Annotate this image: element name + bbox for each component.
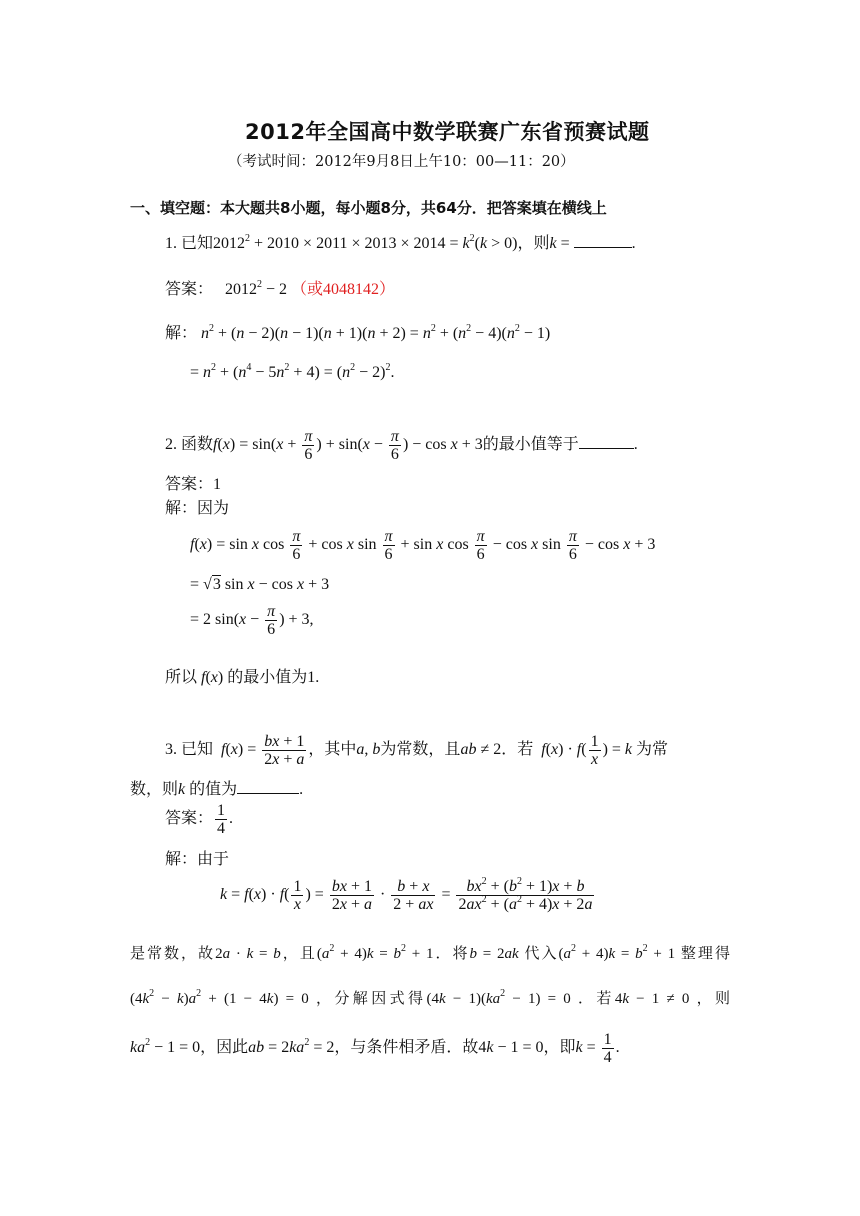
solution-3-paragraph-2: $(4k^2 - k)a^2 + (1 - 4k) = 0$ ，分解因式得$(4k - 1)(ka^2 - 1) = 0$ ．若4k − 1 ≠ 0 ，则 xyxy=(130,988,730,1007)
solution-3-equation: k = f(x) · f( $\frac{1}{x}$ ) = $\frac{bx + 1}{2x + a}$ · $\frac{b + x}{2 + ax}$ = $\frac{bx^2 + (b^2 + 1)x + b}{2ax^2 + (a^2 + 4)x + 2a}$ xyxy=(220,876,593,913)
answer-3: 答案： $\frac{1}{4}$ . xyxy=(165,802,234,837)
answer-2: 答案：1 xyxy=(165,476,222,493)
answer-1: 答案： $2012^2 - 2$ （或4048142） xyxy=(165,279,396,298)
solution-3-intro: 解：由于 xyxy=(165,851,230,868)
answer-blank xyxy=(579,448,634,449)
problem-1: 1. 已知$2012^2 + 2010 \times 2011 \times 2013 \times 2014 = k^2(k > 0)$，则k = . xyxy=(165,233,636,252)
answer-blank xyxy=(237,793,299,794)
solution-2-line3: = 2 sin(x − $\frac{\pi}{6}$ ) + 3, xyxy=(190,603,314,638)
problem-3-line2: 数，则k 的值为 . xyxy=(130,781,304,798)
problem-lead: 已知 xyxy=(181,235,214,252)
problem-number: 1. xyxy=(165,235,177,252)
solution-2-intro: 解：因为 xyxy=(165,500,230,517)
page-title: 2012年全国高中数学联赛广东省预赛试题 xyxy=(245,120,650,144)
solution-label: 解： xyxy=(165,325,198,342)
solution-3-paragraph-1: 是常数，故2a · k = b，且$(a^2 + 4)k = b^2 + 1$．将b = 2ak 代入$(a^2 + 4)k = b^2 + 1$ 整理得 xyxy=(130,943,730,962)
solution-2-conclusion: 所以 f(x) 的最小值为1. xyxy=(165,669,320,686)
problem-number: 3. xyxy=(165,741,177,759)
solution-1-line1: 解： $n^2 + (n - 2)(n - 1)(n + 1)(n + 2) = n^2 + (n^2 - 4)(n^2 - 1)$ xyxy=(165,323,551,342)
problem-number: 2. xyxy=(165,436,177,454)
solution-3-paragraph-3: $ka^2 - 1 = 0$，因此ab = $2ka^2 = 2$，与条件相矛盾．故4k − 1 = 0，即k = $\frac{1}{4}$ . xyxy=(130,1031,620,1066)
section-heading: 一、填空题：本大题共8小题，每小题8分，共64分．把答案填在横线上 xyxy=(130,199,607,217)
solution-2-line2: = √3 sin x − cos x + 3 xyxy=(190,576,330,593)
solution-1-line2: = $n^2 + (n^4 - 5n^2 + 4) = (n^2 - 2)^2$. xyxy=(190,362,395,381)
answer-label: 答案： xyxy=(165,281,214,298)
exam-time: （考试时间：2012年9月8日上午10：00—11：20） xyxy=(228,154,575,170)
problem-1-equation: $2012^2 + 2010 \times 2011 \times 2013 \times 2014 = k^2(k > 0)$ xyxy=(213,233,518,252)
solution-2-line1: f(x) = sin x cos $\frac{\pi}{6}$ + cos x sin $\frac{\pi}{6}$ + sin x cos $\frac{\pi}{6}$ − cos x sin $\frac{\pi}{6}$ − cos x + 3 xyxy=(190,528,656,563)
answer-alt: （或4048142） xyxy=(291,281,396,298)
problem-3-line1: 3. 已知 f(x) = $\frac{bx + 1}{2x + a}$ ，其中a, b为常数，且ab ≠ 2．若 f(x) · f( $\frac{1}{x}$ ) = k 为常 xyxy=(165,733,669,768)
problem-2: 2. 函数f(x) = sin(x + $\frac{\pi}{6}$ ) + sin(x − $\frac{\pi}{6}$ ) − cos x + 3的最小值等于 . xyxy=(165,428,638,463)
answer-blank xyxy=(574,247,632,248)
